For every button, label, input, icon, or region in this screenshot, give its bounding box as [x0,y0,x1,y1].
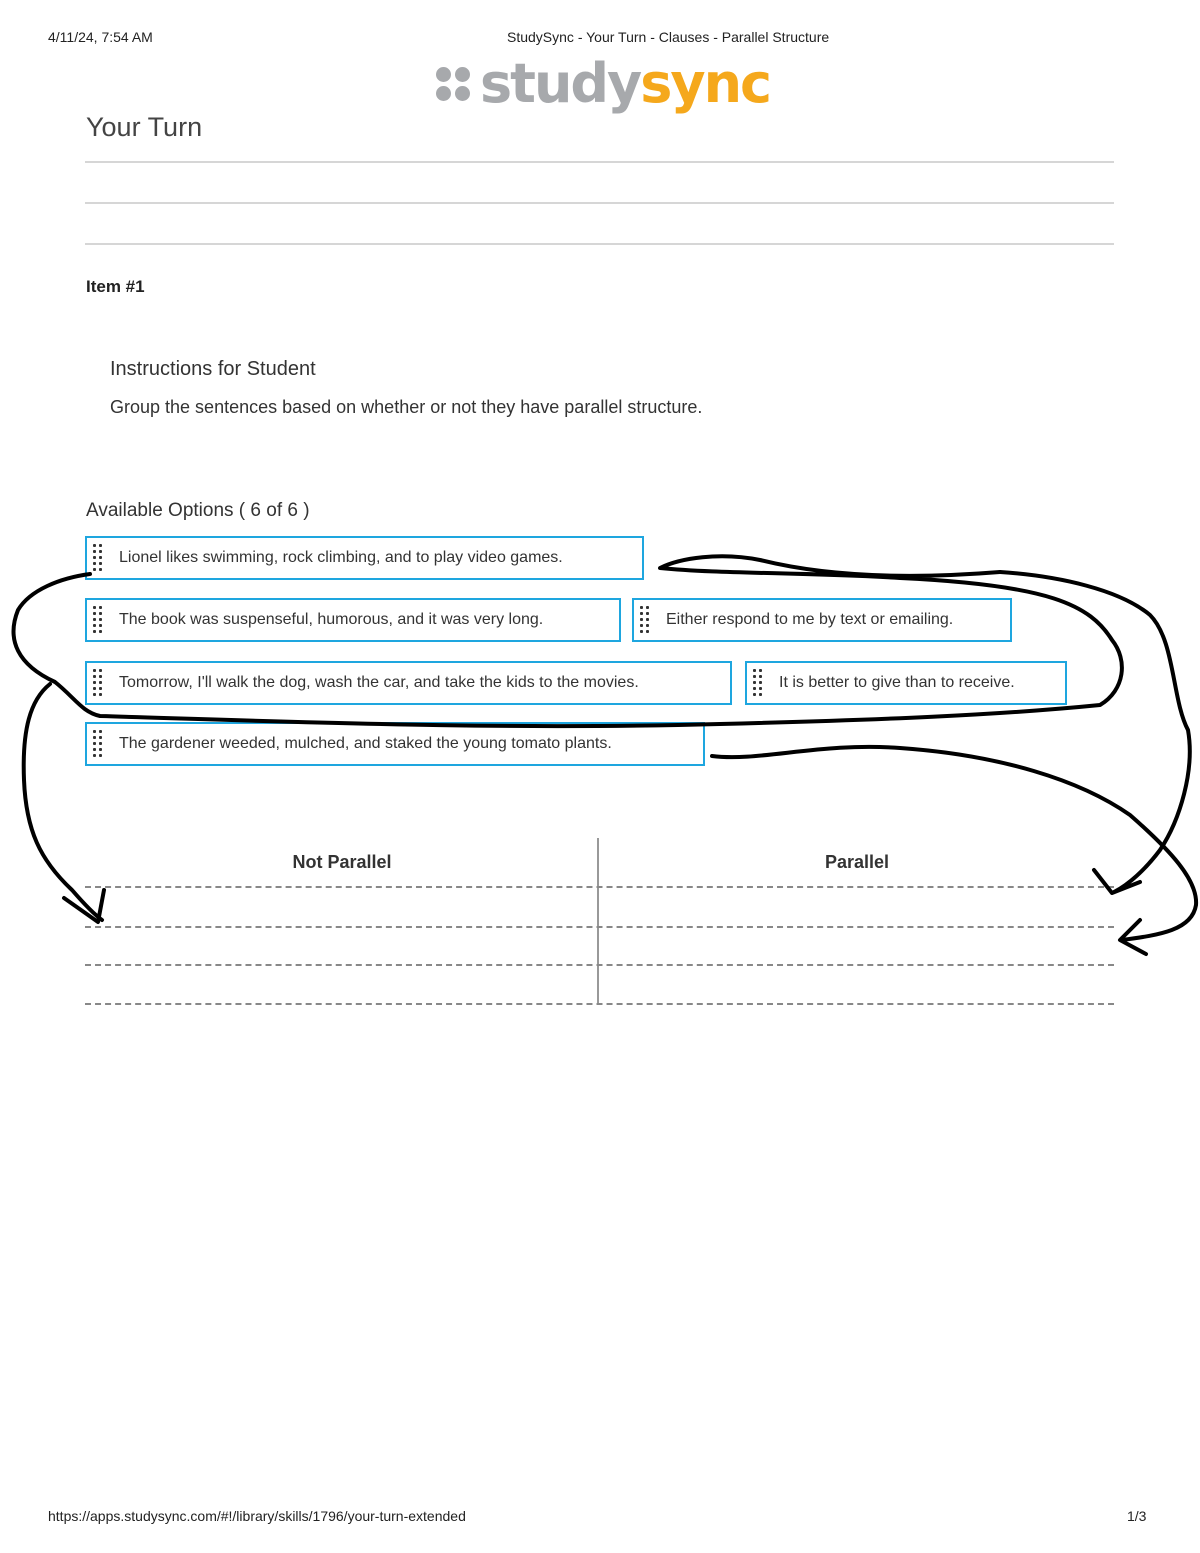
logo-word-study: study [480,52,641,115]
print-page-title: StudySync - Your Turn - Clauses - Parallel Structure [507,29,830,45]
print-page-number: 1/3 [1127,1508,1147,1524]
option-text: Either respond to me by text or emailing. [666,611,954,628]
print-footer-url: https://apps.studysync.com/#!/library/skills/1796/your-turn-extended [48,1508,466,1524]
ink-arrow-stroke [24,684,102,920]
option-text: The book was suspenseful, humorous, and it was very long. [119,611,544,628]
option-text: It is better to give than to receive. [779,674,1015,691]
option-text: Tomorrow, I'll walk the dog, wash the car, and take the kids to the movies. [119,674,639,691]
instructions-heading: Instructions for Student [110,358,316,380]
logo-word-sync: sync [640,52,771,115]
category-header-not-parallel: Not Parallel [292,852,392,872]
option-text: Lionel likes swimming, rock climbing, and to play video games. [119,549,563,566]
print-datetime: 4/11/24, 7:54 AM [48,29,153,45]
item-number: Item #1 [86,277,145,296]
category-header-parallel: Parallel [824,852,890,872]
ink-arrow-stroke [712,747,1196,940]
ink-loop-stroke [14,556,1122,726]
instructions-text: Group the sentences based on whether or not they have parallel structure. [110,397,703,417]
page-title: Your Turn [86,112,203,142]
option-text: The gardener weeded, mulched, and staked the young tomato plants. [119,735,612,752]
available-options-label: Available Options ( 6 of 6 ) [86,500,310,521]
